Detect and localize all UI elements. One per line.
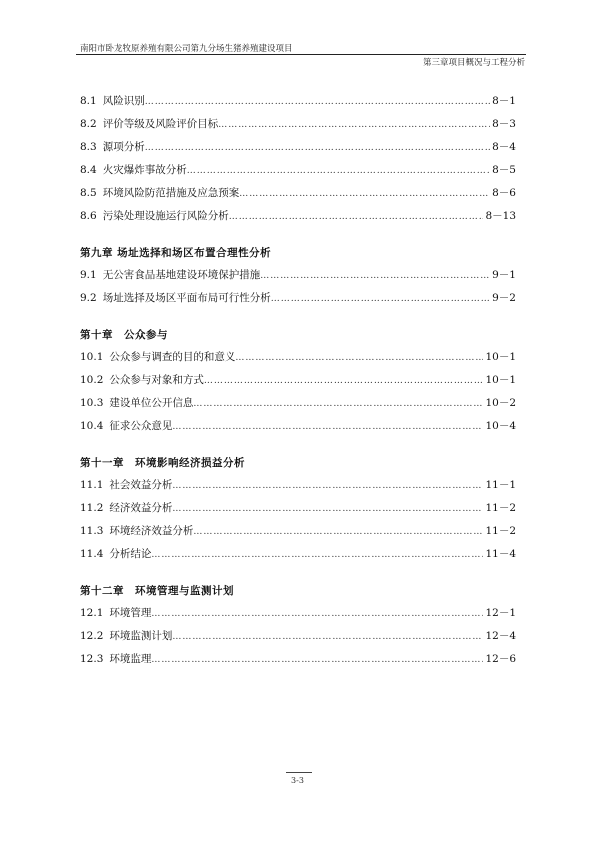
toc-entry-page: 12－6 xyxy=(485,653,516,665)
leader-dots xyxy=(193,521,483,544)
toc-entry-number: 8.1 xyxy=(80,95,97,107)
toc-entry-text: 环境风险防范措施及应急预案 xyxy=(102,187,240,199)
toc-entry-text: 污染处理设施运行风险分析 xyxy=(102,210,229,222)
toc-entry-page: 8－13 xyxy=(485,210,516,222)
leader-dots xyxy=(218,114,490,137)
leader-dots xyxy=(151,649,483,672)
toc-entry[interactable] xyxy=(80,648,516,671)
chapter-heading: 第十一章 环境影响经济损益分析 xyxy=(80,457,245,469)
leader-dots xyxy=(229,206,484,229)
leader-dots xyxy=(172,475,483,498)
toc-entry-text: 建设单位公开信息 xyxy=(109,397,194,409)
toc-entry[interactable] xyxy=(80,287,516,310)
leader-dots xyxy=(145,91,490,114)
toc-entry-number: 10.4 xyxy=(80,420,104,432)
toc-entry-text: 火灾爆炸事故分析 xyxy=(102,164,187,176)
toc-entry-text: 环境监测计划 xyxy=(109,630,173,642)
toc-entry[interactable] xyxy=(80,182,516,205)
leader-dots xyxy=(204,370,484,393)
toc-entry[interactable] xyxy=(80,392,516,415)
toc-entry-number: 12.2 xyxy=(80,630,104,642)
toc-entry-page: 8－6 xyxy=(492,187,516,199)
toc-entry-number: 12.3 xyxy=(80,653,104,665)
leader-dots xyxy=(193,393,483,416)
toc-entry-number: 11.1 xyxy=(80,479,104,491)
toc-entry-page: 11－2 xyxy=(485,502,516,514)
leader-dots xyxy=(239,183,490,206)
toc-entry-page: 11－2 xyxy=(485,525,516,537)
toc-entry[interactable] xyxy=(80,346,516,369)
chapter-heading: 第九章 场址选择和场区布置合理性分析 xyxy=(80,247,272,259)
leader-dots xyxy=(145,137,490,160)
toc-entry[interactable] xyxy=(80,602,516,625)
toc-entry-page: 12－4 xyxy=(485,630,516,642)
toc-entry-page: 9－1 xyxy=(492,269,516,281)
toc-entry-number: 11.4 xyxy=(80,548,104,560)
leader-dots xyxy=(172,498,483,521)
toc-entry[interactable] xyxy=(80,136,516,159)
page-number: 3-3 xyxy=(291,776,304,785)
toc-entry-text: 公众参与调查的目的和意义 xyxy=(109,351,236,363)
toc-entry-text: 分析结论 xyxy=(109,548,152,560)
page-header-right: 第三章项目概况与工程分析 xyxy=(422,58,525,68)
leader-dots xyxy=(172,416,483,439)
toc-entry-page: 10－2 xyxy=(485,397,516,409)
toc-entry-text: 源项分析 xyxy=(102,141,145,153)
toc-section-8 xyxy=(80,90,516,228)
toc-entry-text: 环境经济效益分析 xyxy=(109,525,194,537)
page-header-left: 南阳市卧龙牧原养殖有限公司第九分场生猪养殖建设项目 xyxy=(80,44,293,54)
table-of-contents xyxy=(80,90,516,671)
toc-entry-text: 社会效益分析 xyxy=(109,479,173,491)
toc-entry[interactable] xyxy=(80,369,516,392)
toc-entry-number: 8.4 xyxy=(80,164,97,176)
toc-entry-page: 8－3 xyxy=(492,118,516,130)
toc-entry[interactable] xyxy=(80,543,516,566)
toc-entry-page: 11－1 xyxy=(485,479,516,491)
toc-entry-number: 11.3 xyxy=(80,525,104,537)
toc-entry[interactable] xyxy=(80,159,516,182)
toc-entry-text: 评价等级及风险评价目标 xyxy=(102,118,219,130)
toc-entry-number: 10.3 xyxy=(80,397,104,409)
toc-entry-number: 8.5 xyxy=(80,187,97,199)
toc-entry-number: 11.2 xyxy=(80,502,104,514)
toc-entry-page: 8－5 xyxy=(492,164,516,176)
toc-entry-number: 12.1 xyxy=(80,607,104,619)
toc-entry[interactable] xyxy=(80,474,516,497)
chapter-heading: 第十章 公众参与 xyxy=(80,329,168,341)
toc-entry-page: 9－2 xyxy=(492,292,516,304)
toc-entry[interactable] xyxy=(80,497,516,520)
header-rule xyxy=(76,54,526,55)
toc-entry-page: 10－4 xyxy=(485,420,516,432)
toc-entry-text: 公众参与对象和方式 xyxy=(109,374,204,386)
toc-entry-text: 征求公众意见 xyxy=(109,420,173,432)
toc-entry[interactable] xyxy=(80,415,516,438)
toc-entry-page: 11－4 xyxy=(485,548,516,560)
toc-entry-number: 10.2 xyxy=(80,374,104,386)
toc-entry-number: 8.2 xyxy=(80,118,97,130)
toc-section-9 xyxy=(80,242,516,310)
leader-dots xyxy=(187,160,490,183)
toc-entry-number: 9.1 xyxy=(80,269,97,281)
leader-dots xyxy=(172,626,483,649)
toc-entry-page: 12－1 xyxy=(485,607,516,619)
toc-entry-text: 经济效益分析 xyxy=(109,502,173,514)
toc-entry-text: 风险识别 xyxy=(102,95,145,107)
leader-dots xyxy=(151,603,483,626)
toc-section-10 xyxy=(80,324,516,438)
toc-entry-text: 无公害食品基地建设环境保护措施 xyxy=(102,269,261,281)
leader-dots xyxy=(235,347,483,370)
toc-entry[interactable] xyxy=(80,625,516,648)
toc-entry-page: 10－1 xyxy=(485,351,516,363)
toc-section-12 xyxy=(80,580,516,671)
toc-entry-text: 场址选择及场区平面布局可行性分析 xyxy=(102,292,271,304)
leader-dots xyxy=(151,544,483,567)
toc-entry-page: 10－1 xyxy=(485,374,516,386)
leader-dots xyxy=(260,265,490,288)
toc-entry[interactable] xyxy=(80,113,516,136)
toc-section-11 xyxy=(80,452,516,566)
toc-entry[interactable] xyxy=(80,205,516,228)
toc-entry-page: 8－1 xyxy=(492,95,516,107)
toc-entry-number: 8.3 xyxy=(80,141,97,153)
footer-rule xyxy=(286,772,312,773)
chapter-heading: 第十二章 环境管理与监测计划 xyxy=(80,585,234,597)
toc-entry-page: 8－4 xyxy=(492,141,516,153)
toc-entry[interactable] xyxy=(80,264,516,287)
toc-entry-text: 环境管理 xyxy=(109,607,152,619)
toc-entry[interactable] xyxy=(80,520,516,543)
toc-entry-text: 环境监理 xyxy=(109,653,152,665)
toc-entry[interactable] xyxy=(80,90,516,113)
leader-dots xyxy=(271,288,490,311)
toc-entry-number: 9.2 xyxy=(80,292,97,304)
toc-entry-number: 10.1 xyxy=(80,351,104,363)
toc-entry-number: 8.6 xyxy=(80,210,97,222)
